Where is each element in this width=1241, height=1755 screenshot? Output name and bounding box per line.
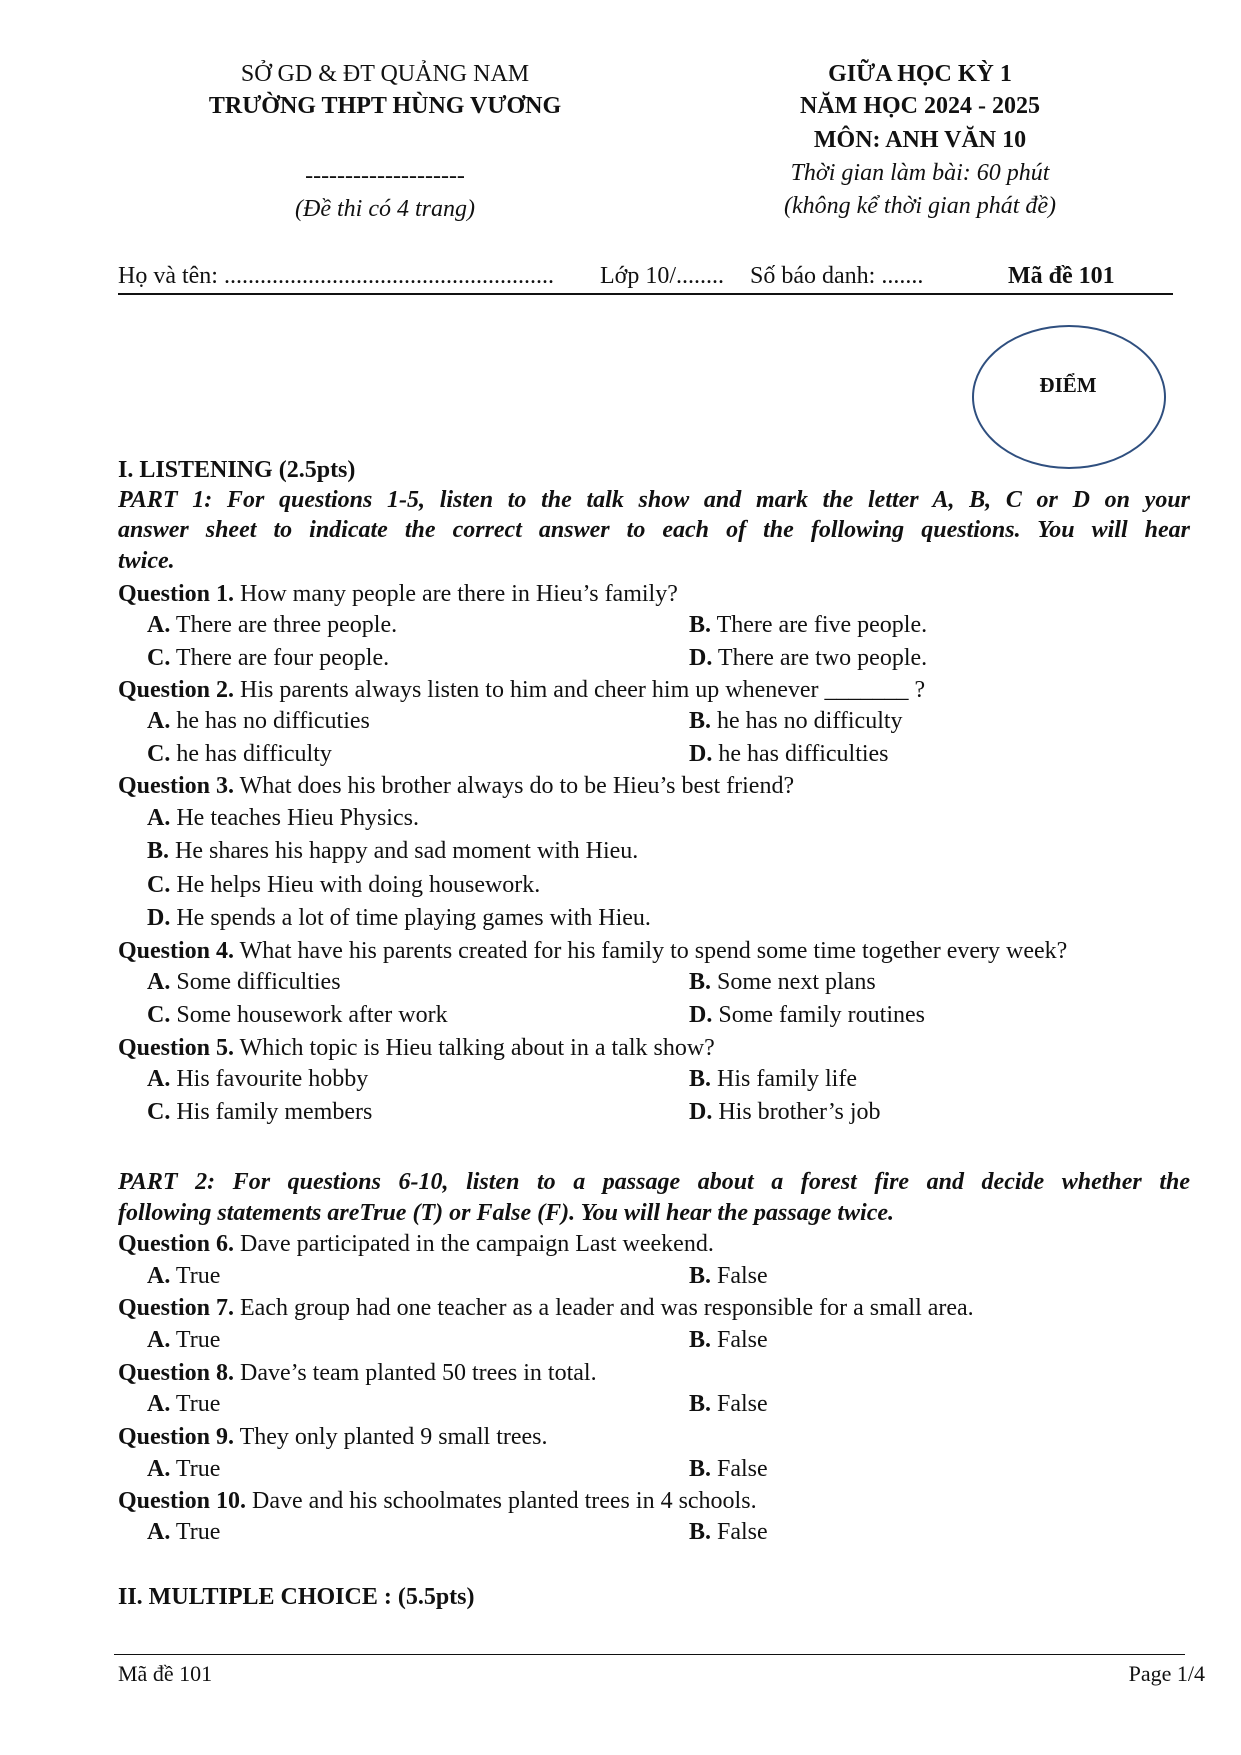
option-text: he has no difficulty [711,708,903,734]
option-letter: B. [689,1391,712,1417]
question-label: Question 3. [118,773,235,799]
option-text: There are five people. [711,612,928,638]
option-letter: D. [147,905,171,931]
option-text: True [170,1263,221,1289]
q2-option-a[interactable] [147,706,370,736]
question-label: Question 6. [118,1231,235,1257]
option-letter: A. [147,1066,171,1092]
question-text: What have his parents created for his family to spend some time together every week? [234,938,1068,964]
q7-option-false[interactable] [689,1325,768,1355]
option-text: he has difficulty [170,741,332,767]
student-name-field[interactable]: Họ và tên: ....................................................... [118,263,554,289]
question-3 [118,771,794,801]
department-name: SỞ GD & ĐT QUẢNG NAM [240,61,530,87]
q1-option-b[interactable] [689,610,927,640]
option-letter: D. [689,1002,713,1028]
option-letter: B. [689,1327,712,1353]
q5-option-a[interactable] [147,1064,368,1094]
question-text: His parents always listen to him and cheer him up whenever _______ ? [234,677,926,703]
student-id-field[interactable]: Số báo danh: ....... [750,263,924,289]
question-text: Dave participated in the campaign Last weekend. [234,1231,714,1257]
part2-instruction-line1: PART 2: For questions 6-10, listen to a passage about a forest fire and decide whether the [118,1169,1190,1195]
option-letter: A. [147,1327,171,1353]
option-letter: B. [689,612,712,638]
part1-instruction-line2: answer sheet to indicate the correct answer to each of the following questions. You will hear [118,517,1190,543]
option-text: He shares his happy and sad moment with Hieu. [169,838,639,864]
exam-time-note: (không kể thời gian phát đề) [783,193,1057,219]
option-letter: B. [689,1066,712,1092]
option-text: Some next plans [711,969,876,995]
question-4 [118,936,1067,966]
school-year: NĂM HỌC 2024 - 2025 [800,93,1040,119]
option-letter: B. [689,708,712,734]
option-letter: B. [689,969,712,995]
option-text: False [711,1456,768,1482]
pages-note: (Đề thi có 4 trang) [295,196,475,222]
q9-option-true[interactable] [147,1454,220,1484]
q8-option-false[interactable] [689,1389,768,1419]
q3-option-c[interactable] [147,870,540,900]
option-text: he has no difficuties [170,708,370,734]
q10-option-false[interactable] [689,1517,768,1547]
q7-option-true[interactable] [147,1325,220,1355]
option-text: There are four people. [170,645,390,671]
option-text: False [711,1391,768,1417]
part1-instruction-line3: twice. [118,548,175,574]
option-letter: A. [147,612,171,638]
question-label: Question 8. [118,1360,235,1386]
part2-instruction-line2: following statements areTrue (T) or False (F). You will hear the passage twice. [118,1200,895,1226]
option-letter: C. [147,872,171,898]
q1-option-c[interactable] [147,643,389,673]
option-text: Some difficulties [170,969,341,995]
question-5 [118,1033,715,1063]
question-label: Question 10. [118,1488,247,1514]
q4-option-a[interactable] [147,967,341,997]
question-text: Dave and his schoolmates planted trees in 4 schools. [246,1488,757,1514]
q6-option-true[interactable] [147,1261,220,1291]
section-listening-title: I. LISTENING (2.5pts) [118,457,356,483]
footer-divider [114,1654,1185,1655]
score-label: ĐIỂM [1039,373,1097,397]
question-10 [118,1486,757,1516]
option-text: False [711,1327,768,1353]
option-text: False [711,1263,768,1289]
question-label: Question 1. [118,581,235,607]
question-label: Question 4. [118,938,235,964]
q1-option-a[interactable] [147,610,397,640]
question-2 [118,675,925,705]
q4-option-c[interactable] [147,1000,448,1030]
question-label: Question 7. [118,1295,235,1321]
footer-exam-code: Mã đề 101 [118,1661,213,1686]
option-text: He spends a lot of time playing games with Hieu. [170,905,651,931]
q5-option-c[interactable] [147,1097,372,1127]
q2-option-b[interactable] [689,706,903,736]
option-letter: A. [147,1456,171,1482]
option-letter: D. [689,645,713,671]
option-letter: C. [147,1002,171,1028]
q6-option-false[interactable] [689,1261,768,1291]
option-letter: B. [689,1456,712,1482]
option-text: There are three people. [170,612,398,638]
option-letter: C. [147,1099,171,1125]
option-letter: A. [147,708,171,734]
option-text: Some housework after work [170,1002,448,1028]
question-text: Which topic is Hieu talking about in a talk show? [234,1035,715,1061]
q4-option-d[interactable] [689,1000,925,1030]
option-text: His brother’s job [712,1099,881,1125]
question-label: Question 9. [118,1424,235,1450]
option-letter: A. [147,805,171,831]
question-text: Dave’s team planted 50 trees in total. [234,1360,597,1386]
footer-page-number: Page 1/4 [1128,1661,1205,1686]
option-text: He teaches Hieu Physics. [170,805,419,831]
header-dashes: -------------------- [305,163,465,189]
option-text: he has difficulties [712,741,889,767]
question-label: Question 2. [118,677,235,703]
part1-instruction-line1: PART 1: For questions 1-5, listen to the talk show and mark the letter A, B, C or D on your [118,487,1190,513]
q2-option-c[interactable] [147,739,332,769]
option-letter: D. [689,1099,713,1125]
q8-option-true[interactable] [147,1389,220,1419]
q5-option-d[interactable] [689,1097,881,1127]
question-text: They only planted 9 small trees. [234,1424,548,1450]
question-8 [118,1358,597,1388]
q3-option-a[interactable] [147,803,419,833]
option-text: True [170,1327,221,1353]
option-letter: A. [147,969,171,995]
question-text: What does his brother always do to be Hieu’s best friend? [234,773,795,799]
exam-code: Mã đề 101 [1008,263,1115,289]
q10-option-true[interactable] [147,1517,220,1547]
subject: MÔN: ANH VĂN 10 [813,127,1027,153]
option-text: False [711,1519,768,1545]
section-multiple-choice-title: II. MULTIPLE CHOICE : (5.5pts) [118,1584,475,1610]
option-letter: A. [147,1263,171,1289]
option-text: True [170,1456,221,1482]
option-letter: A. [147,1519,171,1545]
option-text: True [170,1391,221,1417]
q1-option-d[interactable] [689,643,927,673]
option-text: His family members [170,1099,373,1125]
option-letter: C. [147,645,171,671]
school-name: TRƯỜNG THPT HÙNG VƯƠNG [208,93,562,119]
q9-option-false[interactable] [689,1454,768,1484]
question-label: Question 5. [118,1035,235,1061]
q5-option-b[interactable] [689,1064,857,1094]
option-letter: B. [689,1263,712,1289]
option-text: There are two people. [712,645,928,671]
question-text: How many people are there in Hieu’s family? [234,581,678,607]
q3-option-d[interactable] [147,903,651,933]
question-1 [118,579,678,609]
question-text: Each group had one teacher as a leader and was responsible for a small area. [234,1295,974,1321]
option-text: He helps Hieu with doing housework. [170,872,541,898]
option-letter: B. [689,1519,712,1545]
question-6 [118,1229,714,1259]
option-text: True [170,1519,221,1545]
option-text: His favourite hobby [170,1066,369,1092]
question-7 [118,1293,974,1323]
option-text: His family life [711,1066,857,1092]
option-text: Some family routines [712,1002,925,1028]
option-letter: C. [147,741,171,767]
option-letter: A. [147,1391,171,1417]
exam-title: GIỮA HỌC KỲ 1 [828,61,1012,87]
q4-option-b[interactable] [689,967,876,997]
question-9 [118,1422,548,1452]
header-divider [118,293,1173,295]
exam-time: Thời gian làm bài: 60 phút [790,160,1050,186]
class-field[interactable]: Lớp 10/........ [600,263,725,289]
q2-option-d[interactable] [689,739,889,769]
option-letter: D. [689,741,713,767]
option-letter: B. [147,838,170,864]
q3-option-b[interactable] [147,836,638,866]
